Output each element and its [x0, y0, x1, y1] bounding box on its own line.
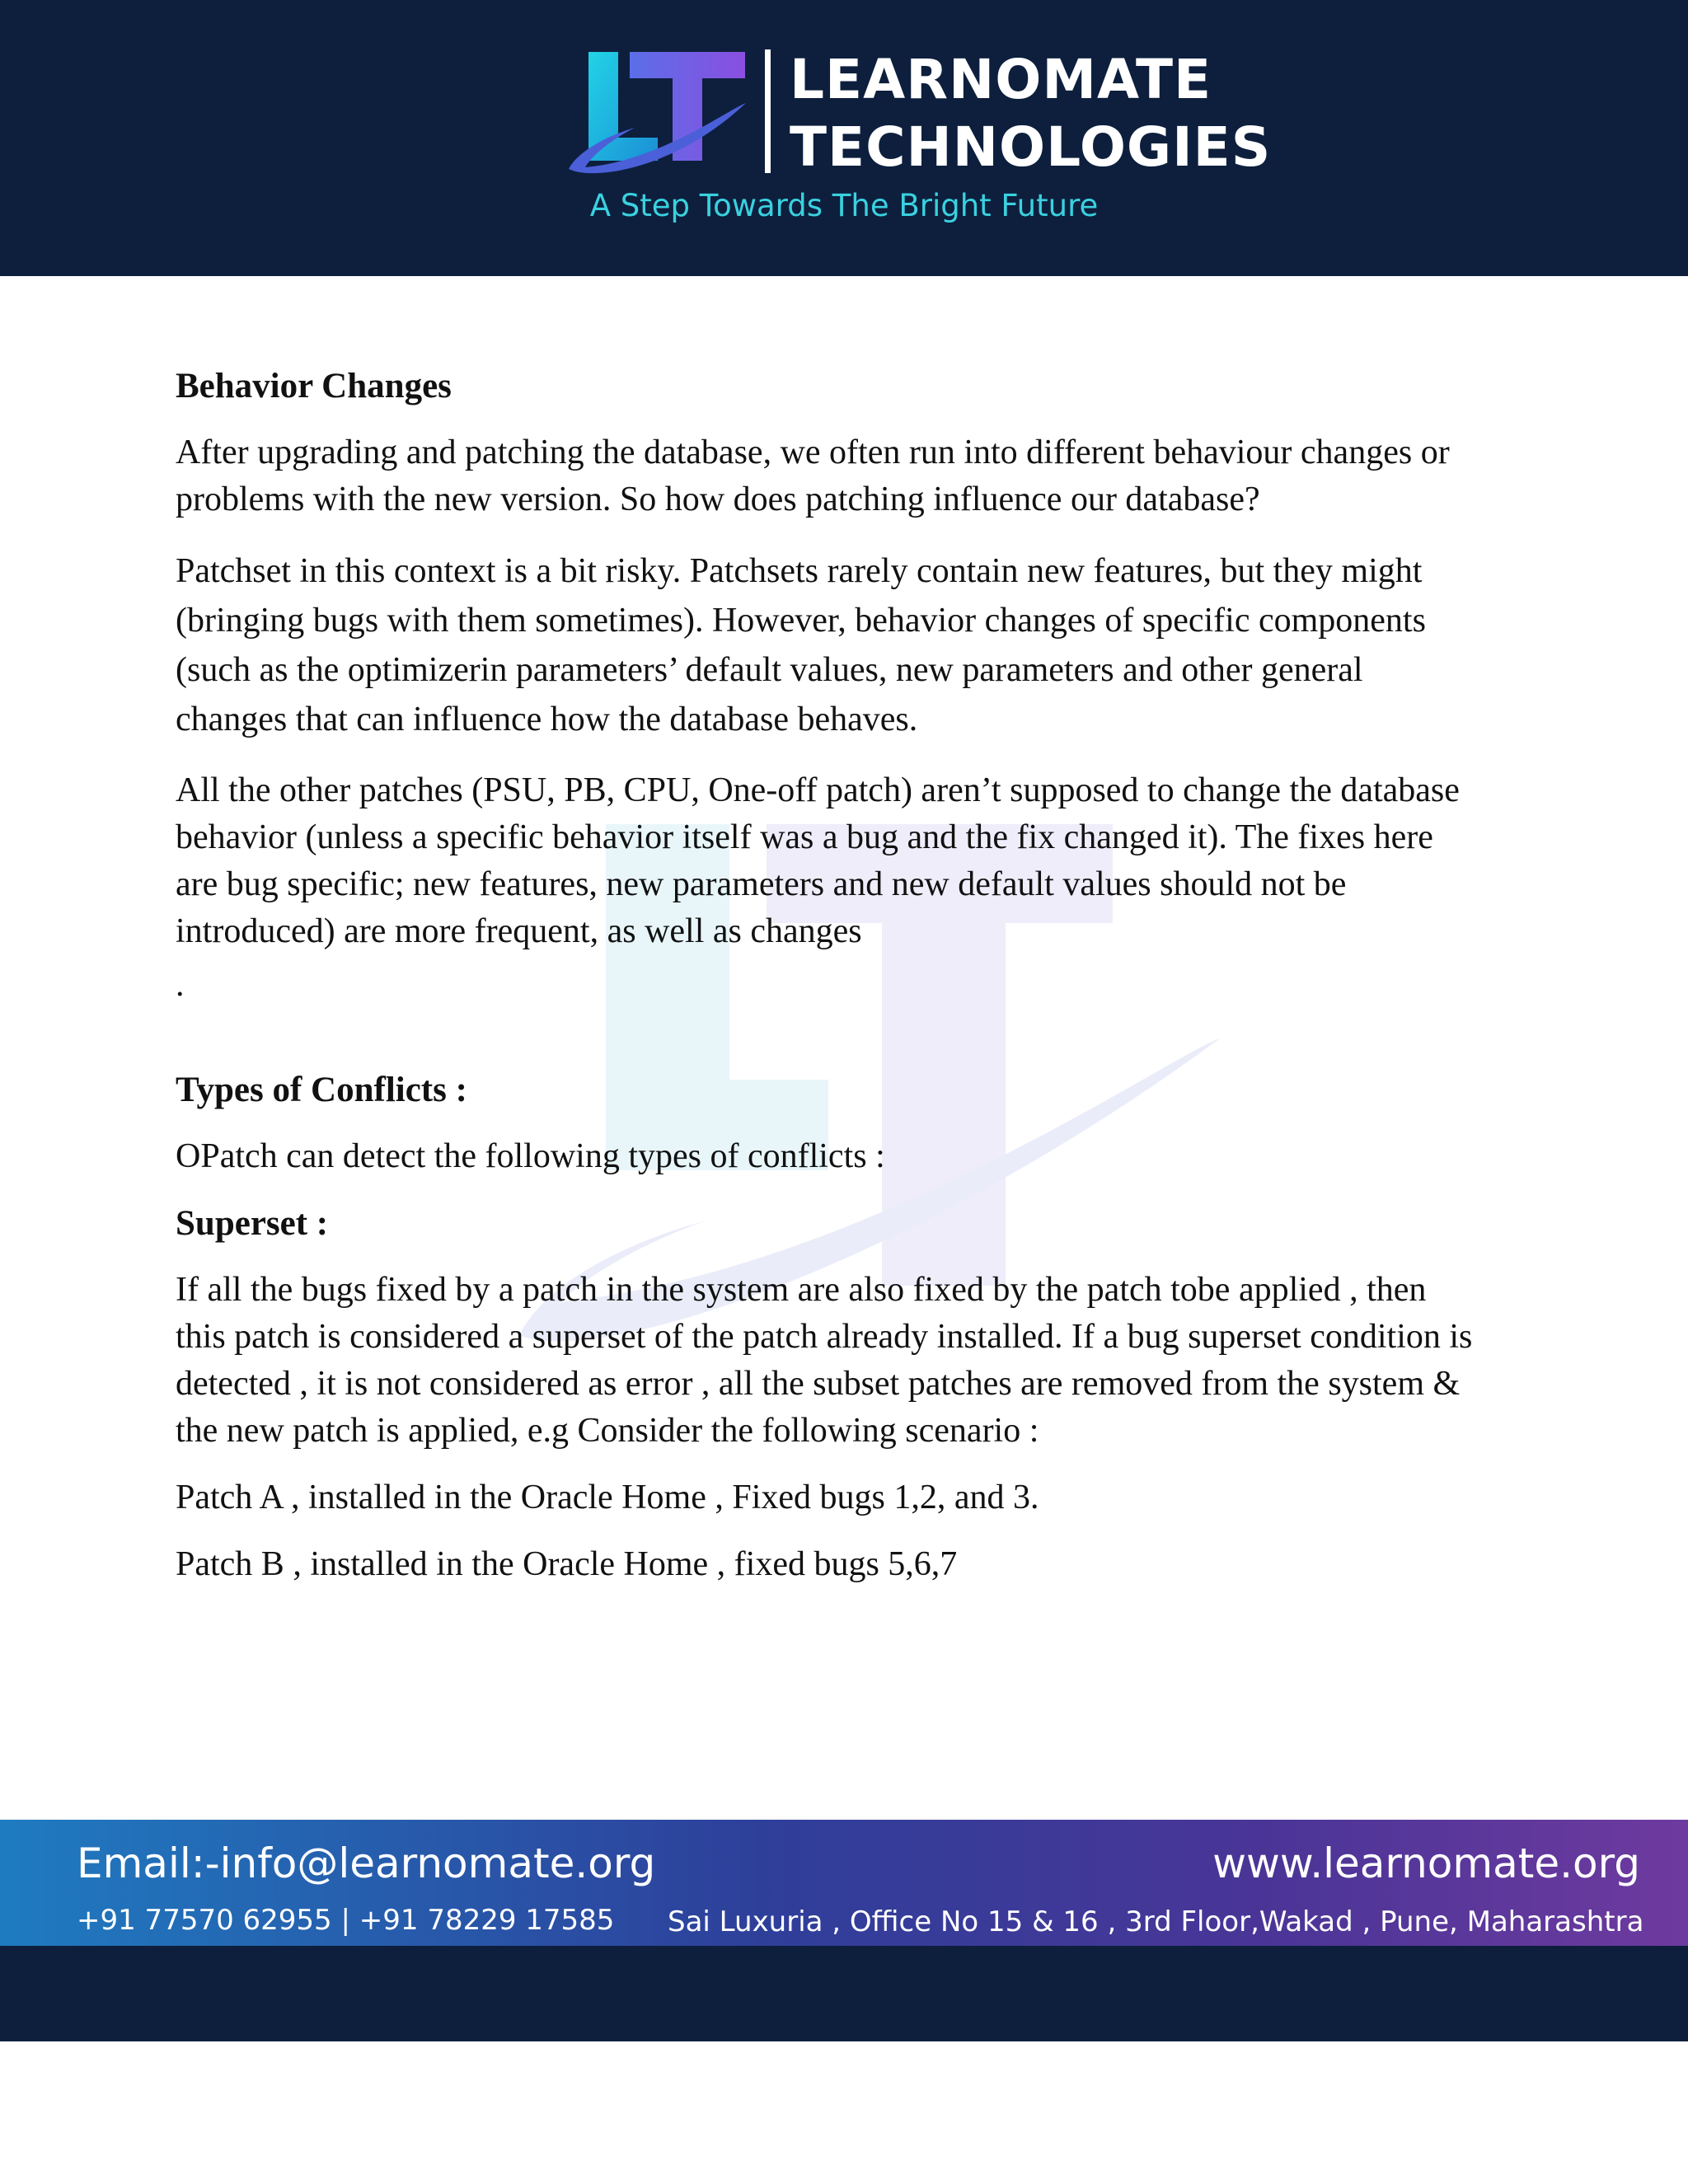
footer-email[interactable]: Email:-info@learnomate.org [77, 1840, 656, 1887]
heading-behavior-changes: Behavior Changes [176, 367, 452, 405]
stray-dot: . [176, 966, 185, 1004]
footer-website[interactable]: www.learnomate.org [1212, 1840, 1640, 1887]
lt-logo-icon [560, 45, 758, 190]
document-body [176, 363, 1478, 1588]
footer-dark-band [0, 1946, 1688, 2041]
heading-types-of-conflicts: Types of Conflicts : [176, 1071, 467, 1109]
paragraph-patch-a: Patch A , installed in the Oracle Home , Fixed bugs 1,2, and 3. [176, 1479, 1039, 1516]
paragraph-opatch: OPatch can detect the following types of conflicts : [176, 1137, 885, 1175]
footer-phone: +91 77570 62955 | +91 78229 17585 [77, 1904, 615, 1937]
tagline: A Step Towards The Bright Future [589, 188, 1099, 223]
brand-name-line2: TECHNOLOGIES [790, 115, 1272, 179]
page-header [0, 0, 1688, 276]
heading-superset: Superset : [176, 1204, 329, 1243]
paragraph-patchset: Patchset in this context is a bit risky. Patchsets rarely contain new features, but they might (bringing bugs with them sometimes). However, behavior changes of specific components (such as the optimizerin parameters’ default values, new parameters and other general changes that can influence how the database behaves. [176, 552, 1426, 738]
footer-address: Sai Luxuria , Office No 15 & 16 , 3rd Floor,Wakad , Pune, Maharashtra [668, 1905, 1644, 1938]
paragraph-upgrading: After upgrading and patching the database, we often run into different behaviour changes or problems with the new version. So how does patching influence our database? [176, 434, 1450, 518]
logo-divider [765, 49, 771, 173]
paragraph-superset: If all the bugs fixed by a patch in the system are also fixed by the patch tobe applied , then this patch is considered a superset of the patch already installed. If a bug superset condition is detected , it is not considered as error , all the subset patches are removed from the system & the new patch is applied, e.g Consider the following scenario : [176, 1271, 1473, 1450]
brand-name-line1: LEARNOMATE [790, 48, 1212, 111]
paragraph-other-patches: All the other patches (PSU, PB, CPU, One-off patch) aren’t supposed to change the database behavior (unless a specific behavior itself was a bug and the fix changed it). The fixes here are bug specific; new features, new parameters and new default values should not be introduced) are more frequent, as well as changes [176, 771, 1460, 950]
paragraph-patch-b: Patch B , installed in the Oracle Home , fixed bugs 5,6,7 [176, 1545, 958, 1583]
